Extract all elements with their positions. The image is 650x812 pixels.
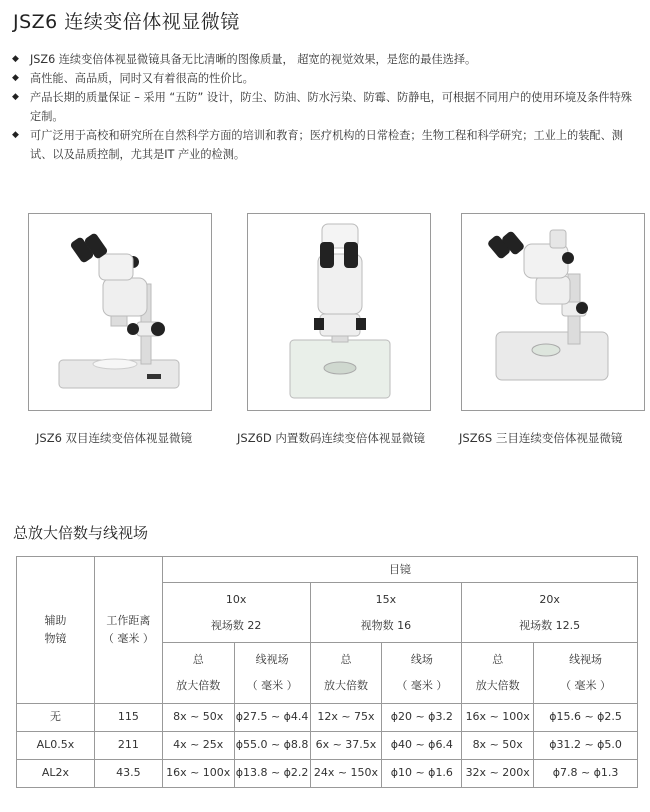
fov-cell: ϕ13.8 ~ ϕ2.2 (234, 759, 310, 787)
mag-cell: 8x ~ 50x (162, 703, 234, 731)
product-caption: JSZ6 双目连续变倍体视显微镜 (36, 431, 193, 445)
total-mag-header: 总 放大倍数 (462, 643, 534, 703)
fov-cell: ϕ15.6 ~ ϕ2.5 (534, 703, 638, 731)
eyepiece-header: 目镜 (162, 557, 637, 583)
mag-cell: 12x ~ 75x (310, 703, 382, 731)
line-fov-header: 线视场 （ 毫米 ） (534, 643, 638, 703)
diamond-bullet-icon: ◆ (12, 92, 19, 102)
diamond-bullet-icon: ◆ (12, 130, 19, 140)
section-title: 总放大倍数与线视场 (13, 524, 149, 542)
fov-cell: ϕ20 ~ ϕ3.2 (382, 703, 462, 731)
eyepiece-20x-header: 20x 视场数 12.5 (462, 583, 638, 643)
feature-list (12, 50, 640, 164)
feature-text: 高性能、高品质，同时又有着很高的性价比。 (30, 72, 254, 85)
aux-objective-header: 辅助 物镜 (17, 557, 95, 704)
mag-cell: 16x ~ 100x (462, 703, 534, 731)
eyepiece-15x-header: 15x 视物数 16 (310, 583, 462, 643)
total-mag-header: 总 放大倍数 (162, 643, 234, 703)
feature-item (12, 50, 640, 69)
aux-cell: AL0.5x (17, 731, 95, 759)
eyepiece-10x-header: 10x 视场数 22 (162, 583, 310, 643)
wd-cell: 43.5 (94, 759, 162, 787)
fov-cell: ϕ10 ~ ϕ1.6 (382, 759, 462, 787)
feature-text: 可广泛用于高校和研究所在自然科学方面的培训和教育；医疗机构的日常检查；生物工程和科学研究；工业上的装配、测试、以及品质控制，尤其是IT 产业的检测。 (30, 129, 623, 161)
trinocular-microscope-image (461, 213, 645, 411)
aux-cell: AL2x (17, 759, 95, 787)
mag-cell: 32x ~ 200x (462, 759, 534, 787)
mag-cell: 4x ~ 25x (162, 731, 234, 759)
aux-cell: 无 (17, 703, 95, 731)
total-mag-header: 总 放大倍数 (310, 643, 382, 703)
table-row (17, 731, 638, 759)
digital-microscope-image (247, 213, 431, 411)
fov-cell: ϕ40 ~ ϕ6.4 (382, 731, 462, 759)
binocular-microscope-image (28, 213, 212, 411)
fov-cell: ϕ7.8 ~ ϕ1.3 (534, 759, 638, 787)
mag-cell: 16x ~ 100x (162, 759, 234, 787)
magnification-table (16, 556, 638, 788)
mag-cell: 8x ~ 50x (462, 731, 534, 759)
feature-item (12, 88, 640, 126)
line-fov-header: 线视场 （ 毫米 ） (234, 643, 310, 703)
table-row (17, 703, 638, 731)
product-caption: JSZ6D 内置数码连续变倍体视显微镜 (237, 431, 425, 445)
product-caption: JSZ6S 三目连续变倍体视显微镜 (459, 431, 623, 445)
working-distance-header: 工作距离 （ 毫米 ） (94, 557, 162, 704)
diamond-bullet-icon: ◆ (12, 54, 19, 64)
fov-cell: ϕ31.2 ~ ϕ5.0 (534, 731, 638, 759)
wd-cell: 115 (94, 703, 162, 731)
mag-cell: 24x ~ 150x (310, 759, 382, 787)
mag-cell: 6x ~ 37.5x (310, 731, 382, 759)
feature-text: 产品长期的质量保证 – 采用 “五防” 设计，防尘、防油、防水污染、防霉、防静电，可根据不同用户的使用环境及条件特殊定制。 (30, 91, 632, 123)
page-title: JSZ6 连续变倍体视显微镜 (13, 11, 240, 33)
fov-cell: ϕ27.5 ~ ϕ4.4 (234, 703, 310, 731)
wd-cell: 211 (94, 731, 162, 759)
fov-cell: ϕ55.0 ~ ϕ8.8 (234, 731, 310, 759)
feature-item (12, 126, 640, 164)
table-row (17, 759, 638, 787)
diamond-bullet-icon: ◆ (12, 73, 19, 83)
line-fov-header: 线场 （ 毫米 ） (382, 643, 462, 703)
feature-item (12, 69, 640, 88)
feature-text: JSZ6 连续变倍体视显微镜具备无比清晰的图像质量， 超宽的视觉效果，是您的最佳选择。 (30, 53, 477, 66)
